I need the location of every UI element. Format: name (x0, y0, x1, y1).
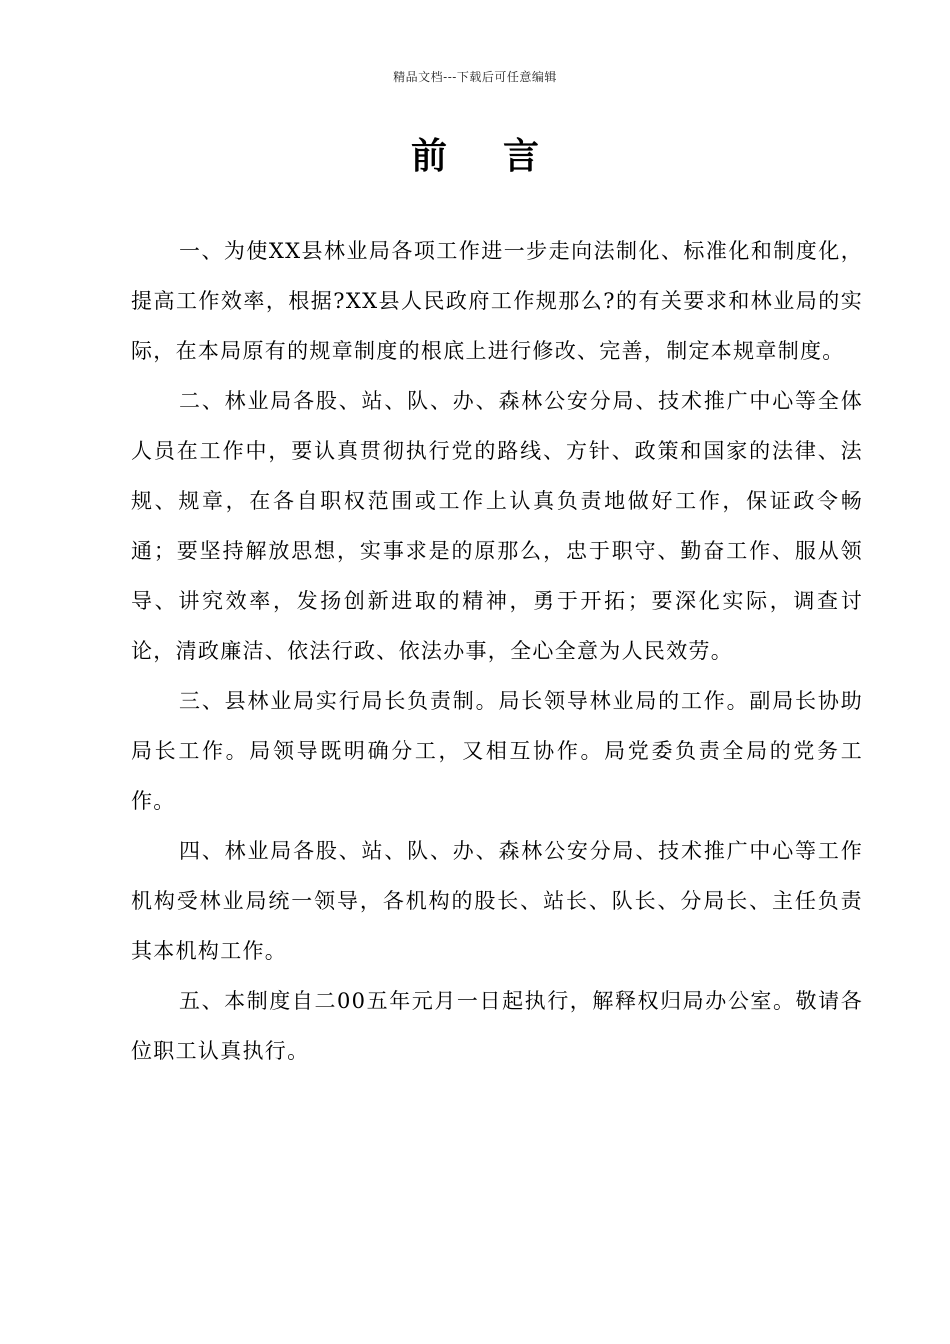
title-char-1: 前 (410, 136, 447, 177)
document-body (131, 226, 863, 1076)
page-header: 精品文档---下载后可任意编辑 (393, 70, 557, 84)
paragraph-5: 五、本制度自二00五年元月一日起执行，解释权归局办公室。敬请各位职工认真执行。 (131, 989, 863, 1063)
paragraph-4: 四、林业局各股、站、队、办、森林公安分局、技术推广中心等工作机构受林业局统一领导，各机构的股长、站长、队长、分局长、主任负责其本机构工作。 (131, 839, 863, 963)
title-char-2: 言 (503, 136, 540, 177)
paragraph-2: 二、林业局各股、站、队、办、森林公安分局、技术推广中心等全体人员在工作中，要认真贯彻执行党的路线、方针、政策和国家的法律、法规、规章，在各自职权范围或工作上认真负责地做好工作，保证政令畅通；要坚持解放思想，实事求是的原那么，忠于职守、勤奋工作、服从领导、讲究效率，发扬创新进取的精神，勇于开拓；要深化实际，调查讨论，清政廉洁、依法行政、依法办事，全心全意为人民效劳。 (131, 389, 863, 663)
paragraph-1: 一、为使XX县林业局各项工作进一步走向法制化、标准化和制度化，提高工作效率，根据?XX县人民政府工作规那么?的有关要求和林业局的实际，在本局原有的规章制度的根底上进行修改、完善，制定本规章制度。 (131, 239, 863, 363)
page-title (0, 128, 950, 179)
paragraph-3: 三、县林业局实行局长负责制。局长领导林业局的工作。副局长协助局长工作。局领导既明确分工，又相互协作。局党委负责全局的党务工作。 (131, 689, 863, 813)
